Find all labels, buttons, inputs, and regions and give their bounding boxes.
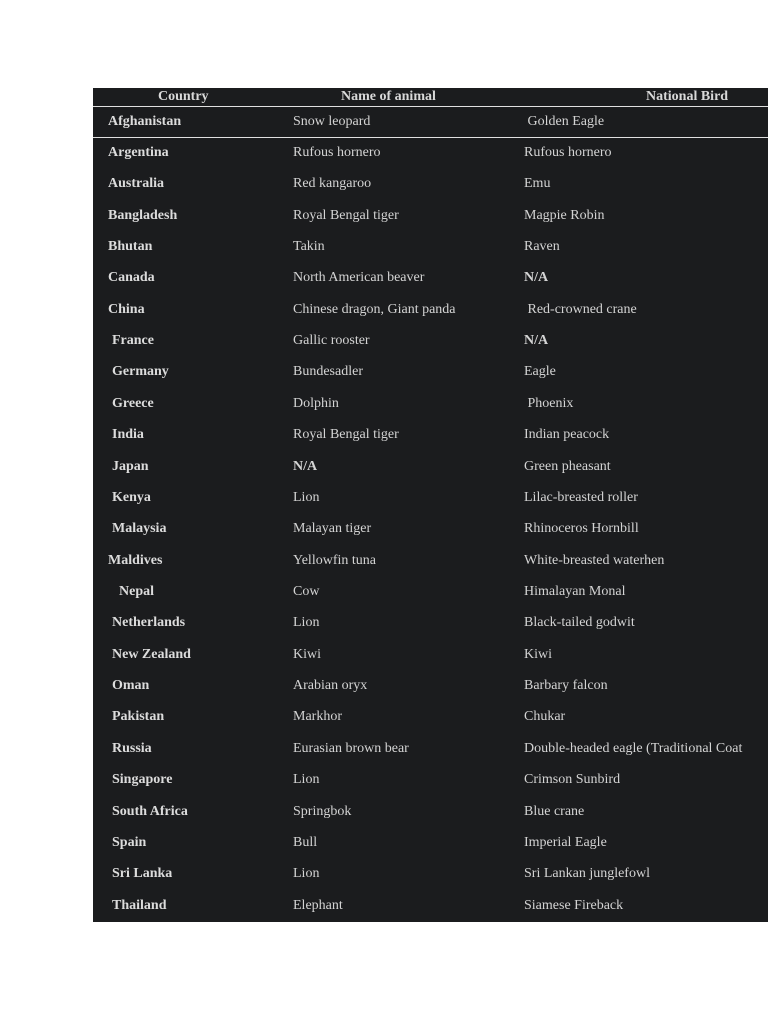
- animal-cell: Eurasian brown bear: [293, 741, 409, 756]
- table-row: [93, 145, 768, 165]
- country-cell: Nepal: [119, 584, 154, 599]
- bird-cell: Crimson Sunbird: [524, 772, 621, 787]
- table-row: [93, 459, 768, 479]
- bird-cell: Rhinoceros Hornbill: [524, 521, 639, 536]
- country-cell: Oman: [112, 678, 150, 693]
- bird-cell: Lilac-breasted roller: [524, 490, 638, 505]
- animal-cell: Dolphin: [293, 396, 339, 411]
- animal-cell: N/A: [293, 459, 318, 474]
- table-row: [93, 302, 768, 322]
- country-cell: Bangladesh: [108, 208, 178, 223]
- table-row: [93, 239, 768, 259]
- table-row: [93, 364, 768, 384]
- country-cell: New Zealand: [112, 647, 191, 662]
- bird-cell: Double-headed eagle (Traditional Coat: [524, 741, 743, 756]
- animal-cell: Rufous hornero: [293, 145, 381, 160]
- table-row: [93, 396, 768, 416]
- country-cell: Japan: [112, 459, 149, 474]
- country-cell: Sri Lanka: [112, 866, 173, 881]
- bird-cell: Barbary falcon: [524, 678, 608, 693]
- bird-cell: Chukar: [524, 709, 566, 724]
- country-cell: Singapore: [112, 772, 173, 787]
- table-row: [93, 709, 768, 729]
- animal-cell: Red kangaroo: [293, 176, 372, 191]
- table-row: [93, 427, 768, 447]
- animal-cell: Bull: [293, 835, 318, 850]
- country-cell: Malaysia: [112, 521, 167, 536]
- bird-cell: N/A: [524, 270, 549, 285]
- table-row: [93, 490, 768, 510]
- country-cell: France: [112, 333, 154, 348]
- country-cell: Australia: [108, 176, 164, 191]
- animal-cell: Royal Bengal tiger: [293, 208, 399, 223]
- bird-cell: Himalayan Monal: [524, 584, 626, 599]
- animal-cell: Bundesadler: [293, 364, 363, 379]
- country-cell: Bhutan: [108, 239, 153, 254]
- bird-cell: Siamese Fireback: [524, 898, 624, 913]
- animal-cell: Cow: [293, 584, 320, 599]
- header-animal: Name of animal: [341, 89, 436, 104]
- animal-cell: Springbok: [293, 804, 352, 819]
- table-row: [93, 208, 768, 228]
- table-row: [93, 615, 768, 635]
- country-cell: Argentina: [108, 145, 169, 160]
- bird-cell: Red-crowned crane: [524, 302, 637, 317]
- bird-cell: Sri Lankan junglefowl: [524, 866, 650, 881]
- row-divider: [93, 137, 768, 138]
- country-cell: South Africa: [112, 804, 188, 819]
- country-cell: Afghanistan: [108, 114, 182, 129]
- bird-cell: Blue crane: [524, 804, 585, 819]
- country-cell: India: [112, 427, 144, 442]
- bird-cell: N/A: [524, 333, 549, 348]
- bird-cell: Golden Eagle: [524, 114, 605, 129]
- country-cell: China: [108, 302, 145, 317]
- bird-cell: Raven: [524, 239, 560, 254]
- table-row: [93, 898, 768, 918]
- country-cell: Pakistan: [112, 709, 165, 724]
- table-row: [93, 270, 768, 290]
- table-row: [93, 647, 768, 667]
- bird-cell: Green pheasant: [524, 459, 611, 474]
- animal-cell: North American beaver: [293, 270, 425, 285]
- country-cell: Maldives: [108, 553, 163, 568]
- country-cell: Thailand: [112, 898, 167, 913]
- animal-cell: Yellowfin tuna: [293, 553, 376, 568]
- table-row: [93, 772, 768, 792]
- animal-cell: Gallic rooster: [293, 333, 370, 348]
- country-cell: Kenya: [112, 490, 151, 505]
- animal-cell: Lion: [293, 866, 320, 881]
- animal-cell: Malayan tiger: [293, 521, 372, 536]
- bird-cell: Kiwi: [524, 647, 552, 662]
- table-row: [93, 553, 768, 573]
- bird-cell: Indian peacock: [524, 427, 610, 442]
- table-row: [93, 114, 768, 134]
- table-row: [93, 741, 768, 761]
- bird-cell: Eagle: [524, 364, 556, 379]
- country-cell: Spain: [112, 835, 147, 850]
- bird-cell: Phoenix: [524, 396, 574, 411]
- table-row: [93, 521, 768, 541]
- header-divider: [93, 106, 768, 107]
- animal-cell: Kiwi: [293, 647, 321, 662]
- bird-cell: Imperial Eagle: [524, 835, 607, 850]
- header-country: Country: [158, 89, 209, 104]
- country-cell: Germany: [112, 364, 169, 379]
- table-row: [93, 584, 768, 604]
- country-cell: Greece: [112, 396, 154, 411]
- animal-cell: Arabian oryx: [293, 678, 368, 693]
- bird-cell: Black-tailed godwit: [524, 615, 635, 630]
- animal-cell: Snow leopard: [293, 114, 371, 129]
- table-row: [93, 678, 768, 698]
- table-row: [93, 804, 768, 824]
- table-row: [93, 835, 768, 855]
- table-row: [93, 333, 768, 353]
- table-row: [93, 866, 768, 886]
- country-cell: Russia: [112, 741, 152, 756]
- table-header: [93, 88, 768, 106]
- bird-cell: Magpie Robin: [524, 208, 605, 223]
- animal-cell: Elephant: [293, 898, 343, 913]
- animal-cell: Royal Bengal tiger: [293, 427, 399, 442]
- bird-cell: Emu: [524, 176, 551, 191]
- animal-cell: Lion: [293, 490, 320, 505]
- bird-cell: Rufous hornero: [524, 145, 612, 160]
- bird-cell: White-breasted waterhen: [524, 553, 665, 568]
- country-cell: Netherlands: [112, 615, 186, 630]
- animal-cell: Chinese dragon, Giant panda: [293, 302, 456, 317]
- animal-cell: Takin: [293, 239, 325, 254]
- animals-table: [93, 88, 768, 922]
- table-row: [93, 176, 768, 196]
- animal-cell: Markhor: [293, 709, 342, 724]
- country-cell: Canada: [108, 270, 155, 285]
- header-bird: National Bird: [646, 89, 729, 104]
- animal-cell: Lion: [293, 615, 320, 630]
- animal-cell: Lion: [293, 772, 320, 787]
